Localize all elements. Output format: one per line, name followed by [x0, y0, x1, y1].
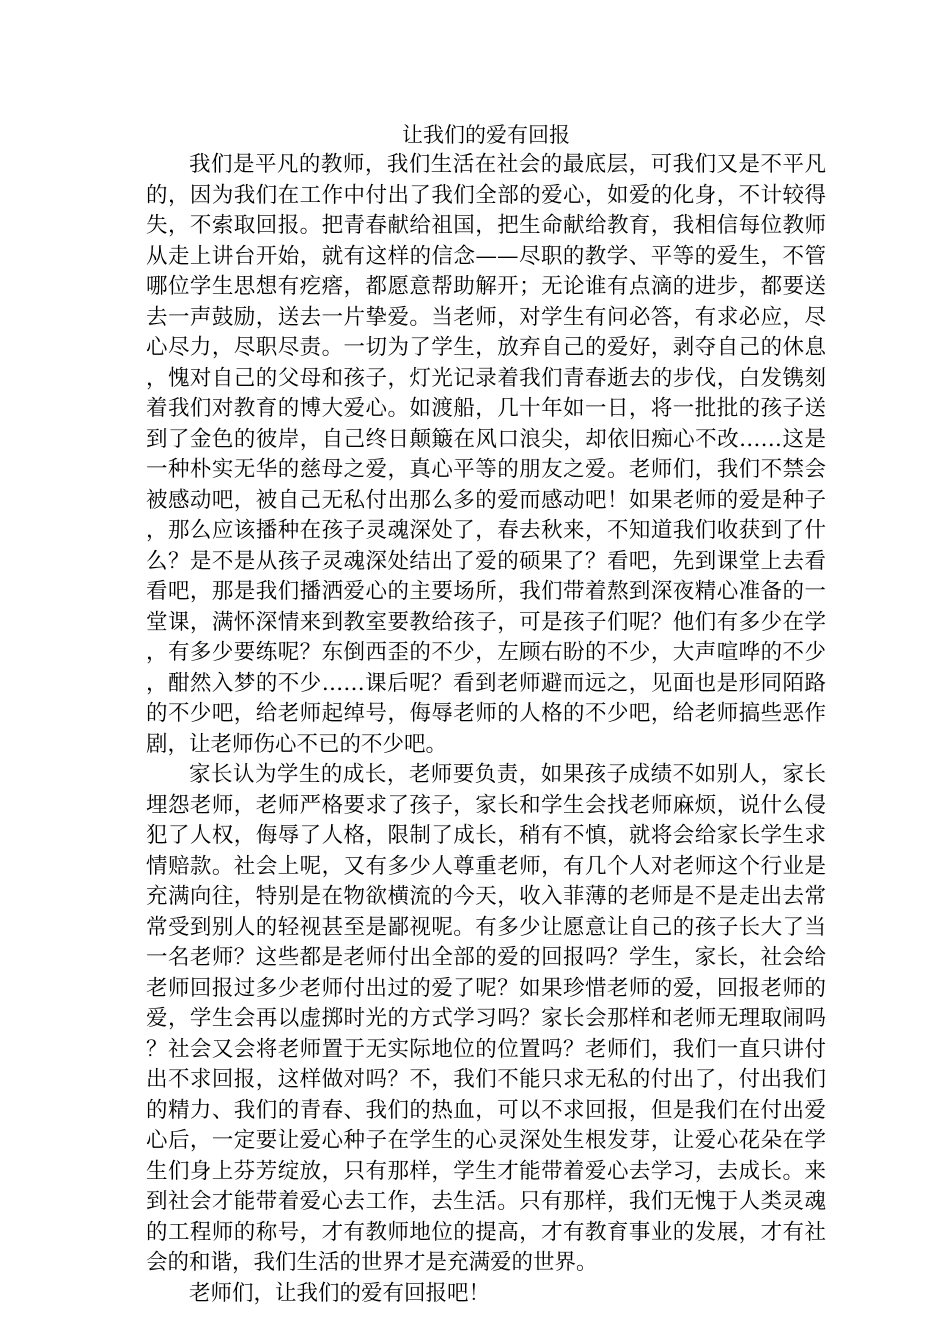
document-title: 让我们的爱有回报 — [402, 123, 570, 147]
paragraph-3: 老师们，让我们的爱有回报吧！ — [189, 1280, 491, 1306]
paragraph-1: 我们是平凡的教师，我们生活在社会的最底层，可我们又是不平凡的，因为我们在工作中付出了我们全部的爱心，如爱的化身，不计较得失，不索取回报。把青春献给祖国，把生命献给教育，我相信每位教师从走上讲台开始，就有这样的信念——尽职的教学、平等的爱生，不管哪位学生思想有疙瘩，都愿意帮助解开；无论谁有点滴的进步，都要送去一声鼓励，送去一片挚爱。当老师，对学生有问必答，有求必应，尽心尽力，尽职尽责。一切为了学生，放弃自己的爱好，剥夺自己的休息，愧对自己的父母和孩子，灯光记录着我们青春逝去的步伐，白发镌刻着我们对教育的博大爱心。如渡船，几十年如一日，将一批批的孩子送到了金色的彼岸，自己终日颠簸在风口浪尖，却依旧痴心不改……这是一种朴实无华的慈母之爱，真心平等的朋友之爱。老师们，我们不禁会被感动吧，被自己无私付出那么多的爱而感动吧！如果老师的爱是种子，那么应该播种在孩子灵魂深处了，春去秋来，不知道我们收获到了什么？是不是从孩子灵魂深处结出了爱的硕果了？看吧，先到课堂上去看看吧，那是我们播洒爱心的主要场所，我们带着熬到深夜精心准备的一堂课，满怀深情来到教室要教给孩子，可是孩子们呢？他们有多少在学，有多少要练呢？东倒西歪的不少，左顾右盼的不少，大声喧哗的不少，酣然入梦的不少……课后呢？看到老师避而远之，见面也是形同陌路的不少吧，给老师起绰号，侮辱老师的人格的不少吧，给老师搞些恶作剧，让老师伤心不已的不少吧。 — [146, 152, 826, 757]
document-page — [146, 120, 826, 1309]
paragraph-2: 家长认为学生的成长，老师要负责，如果孩子成绩不如别人，家长埋怨老师，老师严格要求了孩子，家长和学生会找老师麻烦，说什么侵犯了人权，侮辱了人格，限制了成长，稍有不慎，就将会给家长学生求情赔款。社会上呢，又有多少人尊重老师，有几个人对老师这个行业是充满向往，特别是在物欲横流的今天，收入菲薄的老师是不是走出去常常受到别人的轻视甚至是鄙视呢。有多少让愿意让自己的孩子长大了当一名老师？这些都是老师付出全部的爱的回报吗？学生，家长，社会给老师回报过多少老师付出过的爱了呢？如果珍惜老师的爱，回报老师的爱，学生会再以虚掷时光的方式学习吗？家长会那样和老师无理取闹吗？社会又会将老师置于无实际地位的位置吗？老师们，我们一直只讲付出不求回报，这样做对吗？不，我们不能只求无私的付出了，付出我们的精力、我们的青春、我们的热血，可以不求回报，但是我们在付出爱心后，一定要让爱心种子在学生的心灵深处生根发芽，让爱心花朵在学生们身上芬芳绽放，只有那样，学生才能带着爱心去学习，去成长。来到社会才能带着爱心去工作，去生活。只有那样，我们无愧于人类灵魂的工程师的称号，才有教师地位的提高，才有教育事业的发展，才有社会的和谐，我们生活的世界才是充满爱的世界。 — [146, 762, 826, 1275]
